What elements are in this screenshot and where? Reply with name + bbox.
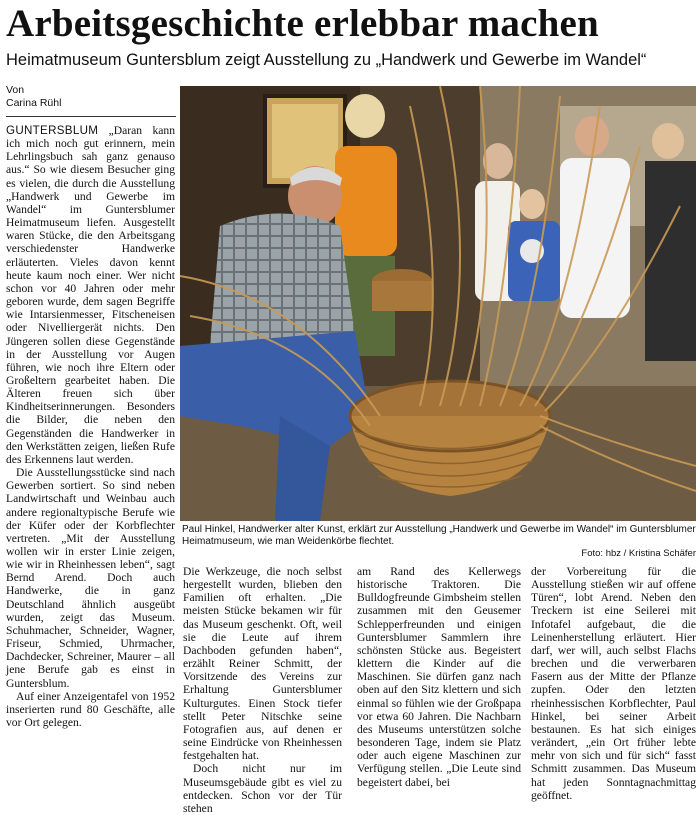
paragraph-text: „Daran kann ich mich noch gut erinnern, mein Lehrlingsbuch sah ganz genauso aus.“ So wie diesem Besucher ging es vielen, die durch die Ausstellung „Handwerk und Gewerbe im Wandel“ im Guntersblumer Heimatmuseum liefen. Ausgestellt waren Stücke, die den Arbeitsgang verschiedenster Handwerke erläuterten. Vieles davon kennt heute kaum noch einer. Wer nicht schon vor 40 Jahren oder mehr geboren wurde, dem sagen Begriffe wie Intarsienmesser, Fitscheneisen oder Nivelliergerät nichts. Den Jüngeren sollen diese Gegenstände in der Ausstellung vor Augen führen, wie noch ihre Eltern oder Großeltern gearbeitet haben. Die Älteren freuen sich über Kindheitserinnerungen. Besonders die Bilder, die neben den Gegenständen die Handwerker in den Werkstätten zeigen, ließen Rufe des Erkennens laut werden. [6, 124, 175, 466]
byline-author: Carina Rühl [6, 97, 62, 109]
paragraph: Die Ausstellungsstücke sind nach Gewerben sortiert. So sind neben Landwirtschaft und Weinbau auch andere regionaltypische Berufe wie der Küfer oder der Korbflechter vertreten. „Mit der Ausstellung wollen wir in erster Linie zeigen, wie wir in Rheinhessen leben“, sagt Bernd Arend. Doch auch Handwerke, die in ganz Deutschland ähnlich ausgeübt wurden, zeigt das Museum. Schuhmacher, Schneider, Wagner, Friseur, Schmied, Uhrmacher, Dachdecker, Schreiner, Maurer – all jene Berufe gab es einst in Guntersblum. [6, 466, 175, 690]
byline-divider [6, 116, 176, 117]
photo-caption [182, 524, 696, 560]
headline: Arbeitsgeschichte erlebbar machen [6, 2, 599, 45]
photo-credit: Foto: hbz / Kristina Schäfer [581, 548, 696, 559]
dateline: GUNTERSBLUM [6, 124, 99, 137]
caption-text: Paul Hinkel, Handwerker alter Kunst, erklärt zur Ausstellung „Handwerk und Gewerbe im Wandel“ im Guntersblumer Heimatmuseum, wie man Weidenkörbe flechtet. [182, 524, 696, 547]
article-column-1 [6, 124, 175, 804]
article-column-4 [531, 565, 696, 805]
byline-von: Von [6, 84, 25, 96]
article-column-2 [183, 565, 342, 815]
article-column-3 [357, 565, 521, 805]
subheadline: Heimatmuseum Guntersblum zeigt Ausstellung zu „Handwerk und Gewerbe im Wandel“ [6, 51, 647, 69]
paragraph [6, 124, 175, 466]
article-photo [180, 86, 696, 521]
basket-weaver-photo [180, 86, 696, 521]
paragraph: Die Werkzeuge, die noch selbst hergestellt wurden, blieben den Familien oft erhalten. „Die meisten Stücke bekamen wir für das Museum geschenkt. Oft, weil sie die Leute auf ihrem Dachboden gefunden haben“, erzählt Reiner Schmitt, der Vorsitzende des Vereins zur Erhaltung Guntersblumer Kulturgutes. Einen Stock tiefer stellt Peter Nitschke seine Fotografien aus, auf denen er seine Eindrücke von Rheinhessen festgehalten hat. [183, 565, 342, 763]
paragraph: Auf einer Anzeigentafel von 1952 inserierten rund 80 Geschäfte, alle vor Ort gelegen. [6, 689, 175, 730]
paragraph: am Rand des Kellerwegs historische Traktoren. Die Bulldogfreunde Gimbsheim stellen zusammen mit den Geusemer Schlepperfreunden und einigen Guntersblumer Sammlern ihre schönsten Stücke aus. Begeistert klettern die Kinder auf die Maschinen. Sie dürfen ganz nach oben auf den Sitz klettern und sich einmal so fühlen wie der Großpapa vor etwa 60 Jahren. Die Nachbarn des Museums unterstützen solche besonderen Tage, indem sie Platz oder auch eigene Maschinen zur Verfügung stellen. „Die Leute sind begeistert dabei, bei [357, 565, 521, 789]
byline [6, 84, 61, 110]
paragraph: der Vorbereitung für die Ausstellung stießen wir auf offene Türen“, lobt Arend. Neben den Treckern ist eine Seilerei mit Infotafel aufgebaut, die die Leinenherstellung erläutert. Hier darf, wer will, auch selbst Flachs brechen und die verwerbaren Fasern aus der Mitte der Pflanze zupfen. Oder den letzten rheinhessischen Korbflechter, Paul Hinkel, bei seiner Arbeit bestaunen. Es hat sich einiges verändert, „ein Ort früher lebte mehr von sich und für sich“ fasst Schmitt zusammen. Das Museum hat jeden Sonntagnachmittag geöffnet. [531, 565, 696, 802]
paragraph: Doch nicht nur im Museumsgebäude gibt es viel zu entdecken. Schon vor der Tür stehen [183, 762, 342, 815]
